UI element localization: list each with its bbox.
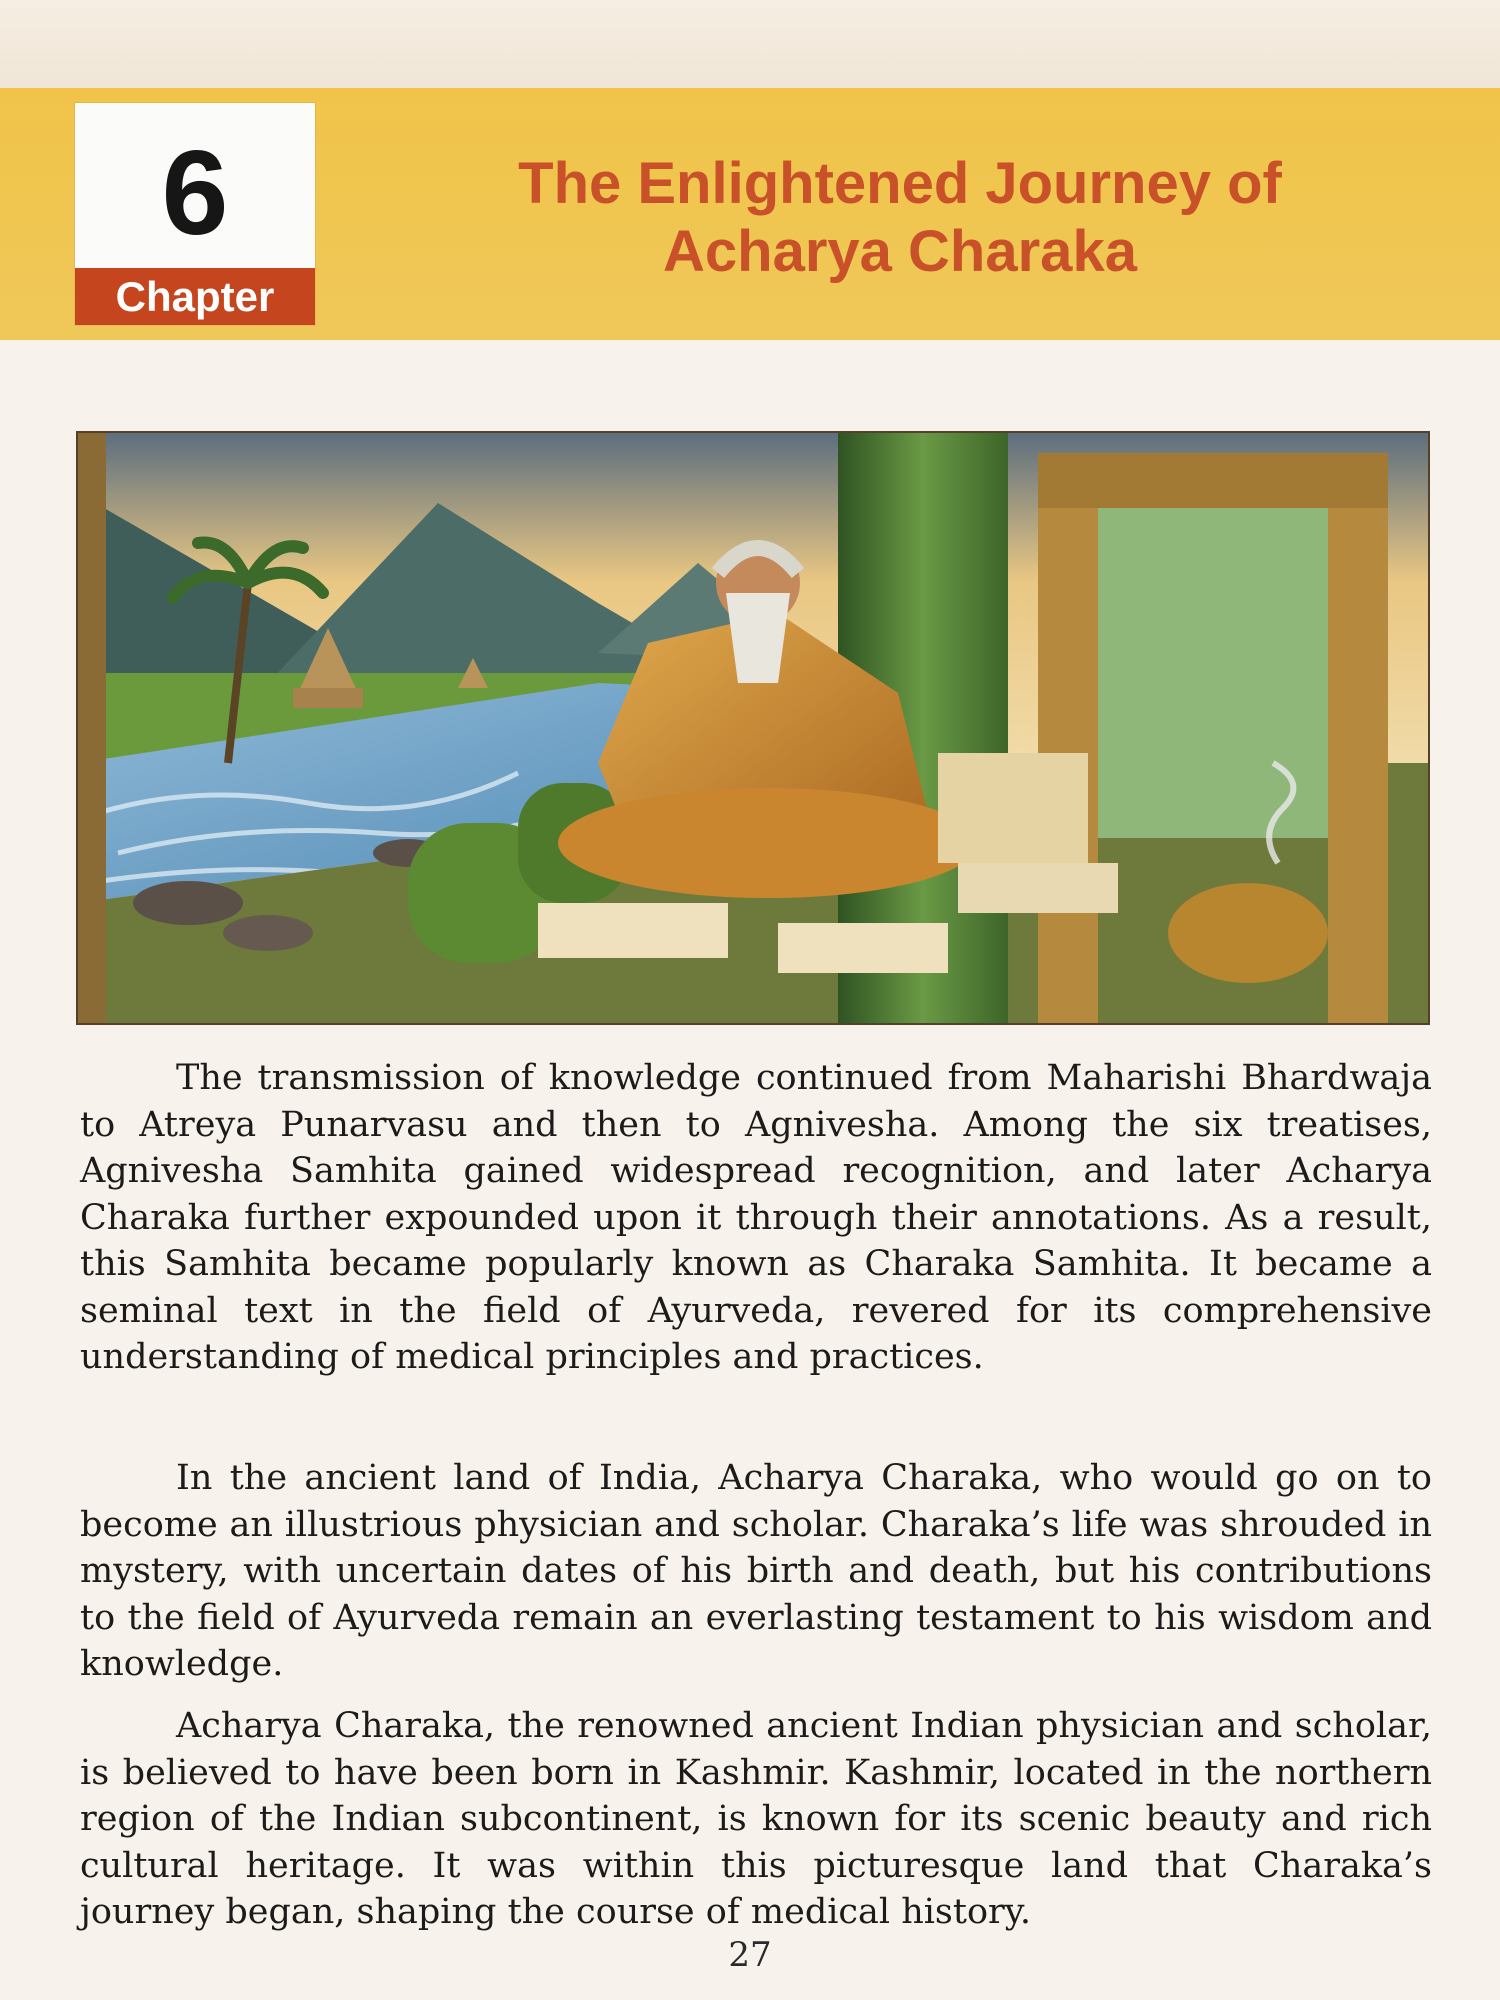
open-book — [778, 923, 948, 973]
illustration-charaka — [78, 433, 1428, 1023]
chapter-title-line-2: Acharya Charaka — [663, 219, 1137, 284]
open-book — [958, 863, 1118, 913]
chapter-badge — [75, 103, 315, 325]
open-book — [538, 903, 728, 958]
rock — [223, 915, 313, 951]
illustration-scene — [78, 433, 1428, 1023]
books-stack — [938, 753, 1088, 863]
paragraph-1: The transmission of knowledge continued from Maharishi Bhardwaja to Atreya Punarvasu and then to Agnivesha. Among the six treatises, Agnivesha Samhita gained widespread recognition, and later Acharya Charaka further expounded upon it through their annotations. As a result, this Samhita became popularly known as Charaka Samhita. It became a seminal text in the field of Ayurveda, revered for its comprehensive understanding of medical principles and practices. — [80, 1058, 1432, 1377]
chapter-number: 6 — [161, 126, 229, 260]
chapter-title-line-1: The Enlightened Journey of — [518, 151, 1282, 216]
paragraph-3: Acharya Charaka, the renowned ancient Indian physician and scholar, is believed to have been born in Kashmir. Kashmir, located in the northern region of the Indian subcontinent, is known for its scenic beauty and rich cultural heritage. It was within this picturesque land that Charaka’s journey began, shaping the course of medical history. — [80, 1706, 1432, 1932]
chapter-title — [400, 150, 1400, 286]
left-pillar — [78, 433, 106, 1023]
page-number: 27 — [728, 1935, 772, 1975]
pillar-right — [1038, 473, 1098, 1023]
rock — [133, 881, 243, 925]
chapter-label: Chapter — [75, 268, 315, 325]
paragraph-2: In the ancient land of India, Acharya Charaka, who would go on to become an illustrious physician and scholar. Charaka’s life was shrouded in mystery, with uncertain dates of his birth and death, but his contributions to the field of Ayurveda remain an everlasting testament to his wisdom and knowledge. — [80, 1458, 1432, 1684]
top-margin — [0, 0, 1500, 88]
robe-lap — [558, 788, 978, 898]
temple-left-base — [293, 688, 363, 708]
pillar-far-right — [1328, 473, 1388, 1023]
arch — [1038, 453, 1388, 508]
brass-pot — [1168, 883, 1328, 983]
